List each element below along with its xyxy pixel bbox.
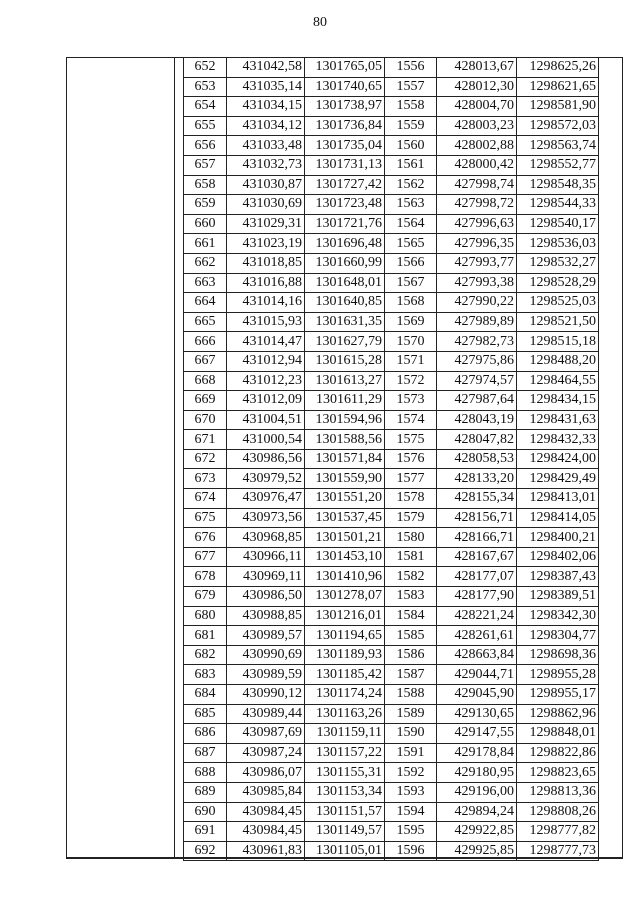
x-coord-left: 430989,59 [227, 665, 305, 685]
y-coord-left: 1301153,34 [305, 782, 385, 802]
x-coord-right: 429044,71 [437, 665, 517, 685]
table-row [184, 802, 599, 822]
point-number-right: 1577 [385, 469, 437, 489]
y-coord-left: 1301640,85 [305, 293, 385, 313]
x-coord-left: 430990,69 [227, 645, 305, 665]
y-coord-left: 1301185,42 [305, 665, 385, 685]
point-number-left: 687 [184, 743, 227, 763]
point-number-left: 668 [184, 371, 227, 391]
point-number-left: 679 [184, 587, 227, 607]
x-coord-right: 428261,61 [437, 626, 517, 646]
y-coord-right: 1298572,03 [517, 116, 599, 136]
table-row [184, 763, 599, 783]
x-coord-left: 431012,94 [227, 351, 305, 371]
y-coord-left: 1301105,01 [305, 841, 385, 861]
y-coord-left: 1301155,31 [305, 763, 385, 783]
point-number-left: 666 [184, 332, 227, 352]
y-coord-right: 1298389,51 [517, 587, 599, 607]
point-number-right: 1594 [385, 802, 437, 822]
point-number-left: 653 [184, 77, 227, 97]
x-coord-left: 431034,15 [227, 97, 305, 117]
point-number-right: 1576 [385, 449, 437, 469]
table-row [184, 626, 599, 646]
table-row [184, 97, 599, 117]
x-coord-left: 431033,48 [227, 136, 305, 156]
y-coord-left: 1301278,07 [305, 587, 385, 607]
y-coord-right: 1298400,21 [517, 528, 599, 548]
x-coord-right: 429130,65 [437, 704, 517, 724]
y-coord-left: 1301731,13 [305, 155, 385, 175]
y-coord-left: 1301501,21 [305, 528, 385, 548]
y-coord-right: 1298304,77 [517, 626, 599, 646]
point-number-left: 663 [184, 273, 227, 293]
y-coord-left: 1301551,20 [305, 489, 385, 509]
point-number-right: 1587 [385, 665, 437, 685]
table-row [184, 724, 599, 744]
table-row [184, 58, 599, 78]
x-coord-left: 431016,88 [227, 273, 305, 293]
y-coord-left: 1301615,28 [305, 351, 385, 371]
x-coord-left: 431018,85 [227, 253, 305, 273]
x-coord-right: 429178,84 [437, 743, 517, 763]
table-row [184, 136, 599, 156]
point-number-left: 683 [184, 665, 227, 685]
y-coord-right: 1298536,03 [517, 234, 599, 254]
x-coord-left: 430985,84 [227, 782, 305, 802]
point-number-left: 670 [184, 410, 227, 430]
x-coord-left: 431035,14 [227, 77, 305, 97]
y-coord-left: 1301696,48 [305, 234, 385, 254]
y-coord-right: 1298813,36 [517, 782, 599, 802]
point-number-right: 1563 [385, 195, 437, 215]
table-row [184, 371, 599, 391]
y-coord-left: 1301611,29 [305, 391, 385, 411]
point-number-right: 1572 [385, 371, 437, 391]
point-number-right: 1590 [385, 724, 437, 744]
x-coord-left: 430987,24 [227, 743, 305, 763]
y-coord-left: 1301216,01 [305, 606, 385, 626]
y-coord-left: 1301537,45 [305, 508, 385, 528]
y-coord-right: 1298563,74 [517, 136, 599, 156]
x-coord-right: 429147,55 [437, 724, 517, 744]
table-row [184, 391, 599, 411]
y-coord-right: 1298488,20 [517, 351, 599, 371]
x-coord-left: 431030,69 [227, 195, 305, 215]
table-row [184, 508, 599, 528]
y-coord-right: 1298414,05 [517, 508, 599, 528]
point-number-left: 672 [184, 449, 227, 469]
point-number-left: 685 [184, 704, 227, 724]
x-coord-left: 430961,83 [227, 841, 305, 861]
y-coord-right: 1298402,06 [517, 547, 599, 567]
point-number-left: 681 [184, 626, 227, 646]
y-coord-left: 1301151,57 [305, 802, 385, 822]
x-coord-left: 430968,85 [227, 528, 305, 548]
x-coord-right: 427998,72 [437, 195, 517, 215]
table-row [184, 685, 599, 705]
y-coord-right: 1298862,96 [517, 704, 599, 724]
point-number-right: 1589 [385, 704, 437, 724]
table-row [184, 841, 599, 861]
y-coord-right: 1298521,50 [517, 312, 599, 332]
x-coord-right: 428012,30 [437, 77, 517, 97]
y-coord-left: 1301631,35 [305, 312, 385, 332]
x-coord-right: 428133,20 [437, 469, 517, 489]
point-number-left: 678 [184, 567, 227, 587]
x-coord-left: 431014,16 [227, 293, 305, 313]
x-coord-right: 427982,73 [437, 332, 517, 352]
x-coord-right: 427993,77 [437, 253, 517, 273]
point-number-left: 676 [184, 528, 227, 548]
table-row [184, 214, 599, 234]
point-number-right: 1571 [385, 351, 437, 371]
x-coord-left: 431023,19 [227, 234, 305, 254]
y-coord-right: 1298621,65 [517, 77, 599, 97]
table-row [184, 410, 599, 430]
x-coord-left: 430984,45 [227, 822, 305, 842]
point-number-left: 659 [184, 195, 227, 215]
point-number-right: 1564 [385, 214, 437, 234]
point-number-right: 1570 [385, 332, 437, 352]
x-coord-right: 429894,24 [437, 802, 517, 822]
x-coord-right: 427975,86 [437, 351, 517, 371]
point-number-left: 677 [184, 547, 227, 567]
point-number-right: 1592 [385, 763, 437, 783]
point-number-right: 1573 [385, 391, 437, 411]
point-number-right: 1579 [385, 508, 437, 528]
table-row [184, 155, 599, 175]
y-coord-left: 1301453,10 [305, 547, 385, 567]
y-coord-right: 1298413,01 [517, 489, 599, 509]
point-number-right: 1557 [385, 77, 437, 97]
x-coord-left: 431042,58 [227, 58, 305, 78]
table-row [184, 234, 599, 254]
y-coord-right: 1298464,55 [517, 371, 599, 391]
x-coord-left: 431004,51 [227, 410, 305, 430]
point-number-right: 1575 [385, 430, 437, 450]
x-coord-right: 429922,85 [437, 822, 517, 842]
table-row [184, 567, 599, 587]
point-number-right: 1567 [385, 273, 437, 293]
point-number-left: 660 [184, 214, 227, 234]
point-number-right: 1569 [385, 312, 437, 332]
x-coord-right: 427998,74 [437, 175, 517, 195]
point-number-left: 690 [184, 802, 227, 822]
x-coord-right: 428156,71 [437, 508, 517, 528]
x-coord-left: 430966,11 [227, 547, 305, 567]
x-coord-left: 431032,73 [227, 155, 305, 175]
y-coord-left: 1301740,65 [305, 77, 385, 97]
table-row [184, 587, 599, 607]
point-number-left: 657 [184, 155, 227, 175]
table-row [184, 547, 599, 567]
x-coord-right: 427996,63 [437, 214, 517, 234]
point-number-left: 689 [184, 782, 227, 802]
y-coord-left: 1301588,56 [305, 430, 385, 450]
point-number-right: 1580 [385, 528, 437, 548]
x-coord-right: 428004,70 [437, 97, 517, 117]
table-row [184, 430, 599, 450]
point-number-left: 654 [184, 97, 227, 117]
y-coord-left: 1301721,76 [305, 214, 385, 234]
y-coord-left: 1301159,11 [305, 724, 385, 744]
table-row [184, 743, 599, 763]
y-coord-left: 1301559,90 [305, 469, 385, 489]
point-number-right: 1581 [385, 547, 437, 567]
x-coord-left: 430989,44 [227, 704, 305, 724]
x-coord-right: 428177,90 [437, 587, 517, 607]
x-coord-right: 427989,89 [437, 312, 517, 332]
point-number-right: 1582 [385, 567, 437, 587]
point-number-right: 1556 [385, 58, 437, 78]
point-number-right: 1561 [385, 155, 437, 175]
table-row [184, 665, 599, 685]
point-number-right: 1588 [385, 685, 437, 705]
x-coord-left: 430988,85 [227, 606, 305, 626]
table-row [184, 175, 599, 195]
y-coord-right: 1298515,18 [517, 332, 599, 352]
x-coord-left: 430986,07 [227, 763, 305, 783]
x-coord-right: 429045,90 [437, 685, 517, 705]
y-coord-left: 1301765,05 [305, 58, 385, 78]
point-number-right: 1593 [385, 782, 437, 802]
point-number-left: 688 [184, 763, 227, 783]
y-coord-left: 1301613,27 [305, 371, 385, 391]
point-number-left: 673 [184, 469, 227, 489]
x-coord-right: 428000,42 [437, 155, 517, 175]
x-coord-right: 428663,84 [437, 645, 517, 665]
table-row [184, 195, 599, 215]
y-coord-right: 1298342,30 [517, 606, 599, 626]
x-coord-right: 428047,82 [437, 430, 517, 450]
point-number-left: 684 [184, 685, 227, 705]
point-number-left: 655 [184, 116, 227, 136]
point-number-right: 1596 [385, 841, 437, 861]
y-coord-right: 1298698,36 [517, 645, 599, 665]
y-coord-right: 1298424,00 [517, 449, 599, 469]
table-row [184, 528, 599, 548]
y-coord-right: 1298432,33 [517, 430, 599, 450]
y-coord-right: 1298540,17 [517, 214, 599, 234]
point-number-left: 658 [184, 175, 227, 195]
y-coord-right: 1298625,26 [517, 58, 599, 78]
point-number-right: 1574 [385, 410, 437, 430]
x-coord-left: 431030,87 [227, 175, 305, 195]
x-coord-left: 430989,57 [227, 626, 305, 646]
x-coord-right: 429180,95 [437, 763, 517, 783]
x-coord-right: 429196,00 [437, 782, 517, 802]
x-coord-right: 427996,35 [437, 234, 517, 254]
point-number-right: 1585 [385, 626, 437, 646]
x-coord-left: 430986,50 [227, 587, 305, 607]
y-coord-left: 1301189,93 [305, 645, 385, 665]
y-coord-left: 1301660,99 [305, 253, 385, 273]
y-coord-left: 1301594,96 [305, 410, 385, 430]
y-coord-left: 1301735,04 [305, 136, 385, 156]
point-number-right: 1565 [385, 234, 437, 254]
x-coord-left: 430984,45 [227, 802, 305, 822]
x-coord-left: 431014,47 [227, 332, 305, 352]
point-number-left: 674 [184, 489, 227, 509]
table-row [184, 606, 599, 626]
point-number-left: 662 [184, 253, 227, 273]
table-row [184, 351, 599, 371]
x-coord-right: 428013,67 [437, 58, 517, 78]
table-row [184, 312, 599, 332]
table-row [184, 332, 599, 352]
y-coord-right: 1298777,82 [517, 822, 599, 842]
point-number-right: 1578 [385, 489, 437, 509]
point-number-left: 686 [184, 724, 227, 744]
point-number-right: 1560 [385, 136, 437, 156]
y-coord-left: 1301648,01 [305, 273, 385, 293]
point-number-left: 656 [184, 136, 227, 156]
y-coord-right: 1298955,28 [517, 665, 599, 685]
x-coord-right: 428166,71 [437, 528, 517, 548]
left-column-divider [174, 57, 175, 859]
point-number-left: 691 [184, 822, 227, 842]
y-coord-left: 1301571,84 [305, 449, 385, 469]
y-coord-left: 1301738,97 [305, 97, 385, 117]
point-number-right: 1583 [385, 587, 437, 607]
y-coord-left: 1301149,57 [305, 822, 385, 842]
point-number-left: 664 [184, 293, 227, 313]
x-coord-left: 431015,93 [227, 312, 305, 332]
point-number-right: 1595 [385, 822, 437, 842]
y-coord-right: 1298528,29 [517, 273, 599, 293]
x-coord-left: 431034,12 [227, 116, 305, 136]
y-coord-right: 1298552,77 [517, 155, 599, 175]
y-coord-right: 1298525,03 [517, 293, 599, 313]
point-number-right: 1562 [385, 175, 437, 195]
x-coord-right: 427990,22 [437, 293, 517, 313]
x-coord-right: 428043,19 [437, 410, 517, 430]
point-number-right: 1559 [385, 116, 437, 136]
y-coord-right: 1298581,90 [517, 97, 599, 117]
y-coord-right: 1298532,27 [517, 253, 599, 273]
point-number-left: 665 [184, 312, 227, 332]
point-number-left: 669 [184, 391, 227, 411]
x-coord-left: 431012,23 [227, 371, 305, 391]
y-coord-right: 1298387,43 [517, 567, 599, 587]
y-coord-left: 1301727,42 [305, 175, 385, 195]
table-row [184, 469, 599, 489]
x-coord-left: 431000,54 [227, 430, 305, 450]
y-coord-right: 1298955,17 [517, 685, 599, 705]
x-coord-left: 430973,56 [227, 508, 305, 528]
point-number-left: 661 [184, 234, 227, 254]
table-row [184, 704, 599, 724]
y-coord-right: 1298434,15 [517, 391, 599, 411]
point-number-right: 1568 [385, 293, 437, 313]
y-coord-right: 1298823,65 [517, 763, 599, 783]
y-coord-left: 1301736,84 [305, 116, 385, 136]
y-coord-left: 1301410,96 [305, 567, 385, 587]
y-coord-left: 1301174,24 [305, 685, 385, 705]
x-coord-right: 428167,67 [437, 547, 517, 567]
point-number-right: 1586 [385, 645, 437, 665]
point-number-right: 1558 [385, 97, 437, 117]
y-coord-right: 1298548,35 [517, 175, 599, 195]
table-row [184, 822, 599, 842]
x-coord-left: 431029,31 [227, 214, 305, 234]
table-row [184, 782, 599, 802]
coordinates-table-body [184, 58, 599, 861]
x-coord-left: 430986,56 [227, 449, 305, 469]
x-coord-right: 428002,88 [437, 136, 517, 156]
point-number-right: 1566 [385, 253, 437, 273]
y-coord-right: 1298777,73 [517, 841, 599, 861]
point-number-left: 652 [184, 58, 227, 78]
point-number-left: 667 [184, 351, 227, 371]
y-coord-left: 1301194,65 [305, 626, 385, 646]
x-coord-right: 427987,64 [437, 391, 517, 411]
x-coord-left: 430976,47 [227, 489, 305, 509]
point-number-left: 675 [184, 508, 227, 528]
x-coord-left: 430990,12 [227, 685, 305, 705]
y-coord-right: 1298808,26 [517, 802, 599, 822]
table-row [184, 645, 599, 665]
point-number-left: 692 [184, 841, 227, 861]
table-row [184, 253, 599, 273]
x-coord-right: 428177,07 [437, 567, 517, 587]
table-row [184, 489, 599, 509]
point-number-left: 671 [184, 430, 227, 450]
point-number-left: 682 [184, 645, 227, 665]
x-coord-left: 431012,09 [227, 391, 305, 411]
x-coord-right: 427993,38 [437, 273, 517, 293]
x-coord-right: 428221,24 [437, 606, 517, 626]
table-row [184, 449, 599, 469]
x-coord-left: 430979,52 [227, 469, 305, 489]
page-number: 80 [313, 15, 327, 30]
y-coord-left: 1301157,22 [305, 743, 385, 763]
x-coord-left: 430987,69 [227, 724, 305, 744]
x-coord-right: 429925,85 [437, 841, 517, 861]
coordinates-table [183, 57, 599, 861]
y-coord-right: 1298429,49 [517, 469, 599, 489]
y-coord-right: 1298544,33 [517, 195, 599, 215]
x-coord-left: 430969,11 [227, 567, 305, 587]
point-number-right: 1591 [385, 743, 437, 763]
y-coord-left: 1301627,79 [305, 332, 385, 352]
y-coord-right: 1298431,63 [517, 410, 599, 430]
table-row [184, 273, 599, 293]
y-coord-right: 1298848,01 [517, 724, 599, 744]
point-number-right: 1584 [385, 606, 437, 626]
table-row [184, 77, 599, 97]
x-coord-right: 428003,23 [437, 116, 517, 136]
x-coord-right: 427974,57 [437, 371, 517, 391]
x-coord-right: 428058,53 [437, 449, 517, 469]
table-row [184, 116, 599, 136]
y-coord-right: 1298822,86 [517, 743, 599, 763]
x-coord-right: 428155,34 [437, 489, 517, 509]
y-coord-left: 1301723,48 [305, 195, 385, 215]
point-number-left: 680 [184, 606, 227, 626]
table-row [184, 293, 599, 313]
y-coord-left: 1301163,26 [305, 704, 385, 724]
